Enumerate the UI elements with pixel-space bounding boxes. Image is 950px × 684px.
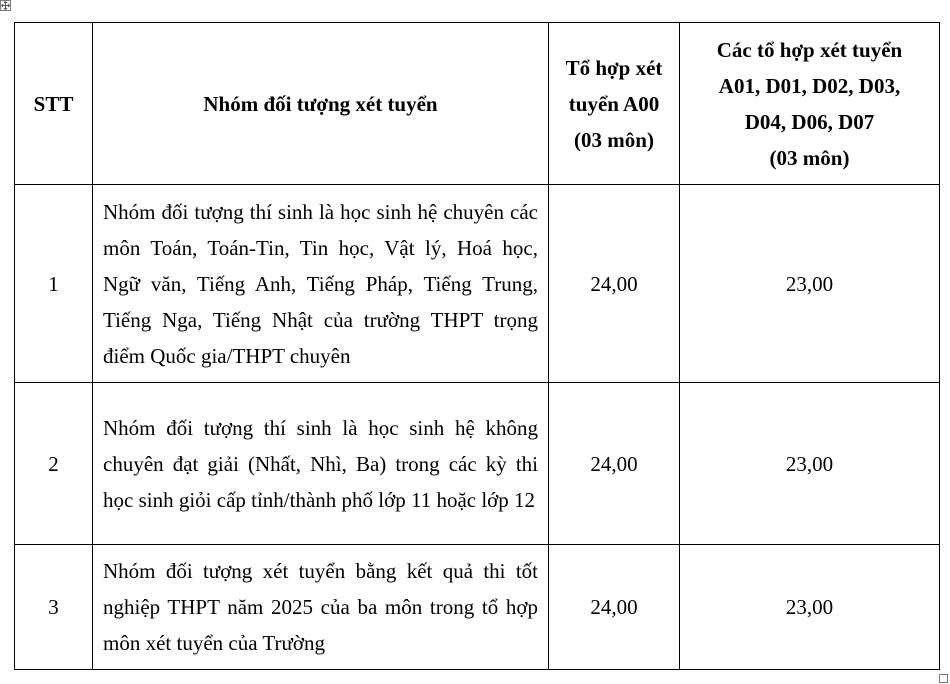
row-score-others: 23,00 xyxy=(680,185,940,383)
header-a00-line: Tổ hợp xét xyxy=(565,55,663,80)
row-score-others: 23,00 xyxy=(680,545,940,670)
row-stt: 2 xyxy=(15,383,93,545)
row-stt: 1 xyxy=(15,185,93,383)
row-score-a00: 24,00 xyxy=(549,185,680,383)
header-other-line: Các tổ hợp xét tuyển xyxy=(716,37,903,62)
header-other-line: A01, D01, D02, D03, xyxy=(718,73,901,98)
header-a00-line: (03 môn) xyxy=(574,127,654,152)
table-row xyxy=(15,383,940,545)
header-a00 xyxy=(549,23,680,185)
row-group-description: Nhóm đối tượng xét tuyển bằng kết quả thi tốt nghiệp THPT năm 2025 của ba môn trong tổ hợp môn xét tuyển của Trường xyxy=(93,545,549,670)
header-other-line: (03 môn) xyxy=(769,145,850,170)
header-row xyxy=(15,23,940,185)
table-move-handle[interactable] xyxy=(0,0,11,11)
table-resize-handle[interactable] xyxy=(939,674,948,683)
row-stt: 3 xyxy=(15,545,93,670)
header-other-line: D04, D06, D07 xyxy=(744,109,875,134)
row-group-description: Nhóm đối tượng thí sinh là học sinh hệ không chuyên đạt giải (Nhất, Nhì, Ba) trong các kỳ thi học sinh giỏi cấp tỉnh/thành phố lớp 11 hoặc lớp 12 xyxy=(93,383,549,545)
header-group: Nhóm đối tượng xét tuyển xyxy=(93,23,549,185)
header-stt: STT xyxy=(15,23,93,185)
move-arrows-icon xyxy=(1,1,10,10)
row-score-others: 23,00 xyxy=(680,383,940,545)
row-score-a00: 24,00 xyxy=(549,383,680,545)
row-group-description: Nhóm đối tượng thí sinh là học sinh hệ chuyên các môn Toán, Toán-Tin, Tin học, Vật lý, Hoá học, Ngữ văn, Tiếng Anh, Tiếng Pháp, Tiếng Trung, Tiếng Nga, Tiếng Nhật của trường THPT trọng điểm Quốc gia/THPT chuyên xyxy=(93,185,549,383)
header-a00-line: tuyển A00 xyxy=(568,91,660,116)
admission-score-table xyxy=(14,22,940,670)
header-other-combinations xyxy=(680,23,940,185)
row-score-a00: 24,00 xyxy=(549,545,680,670)
table-row xyxy=(15,185,940,383)
table-row xyxy=(15,545,940,670)
